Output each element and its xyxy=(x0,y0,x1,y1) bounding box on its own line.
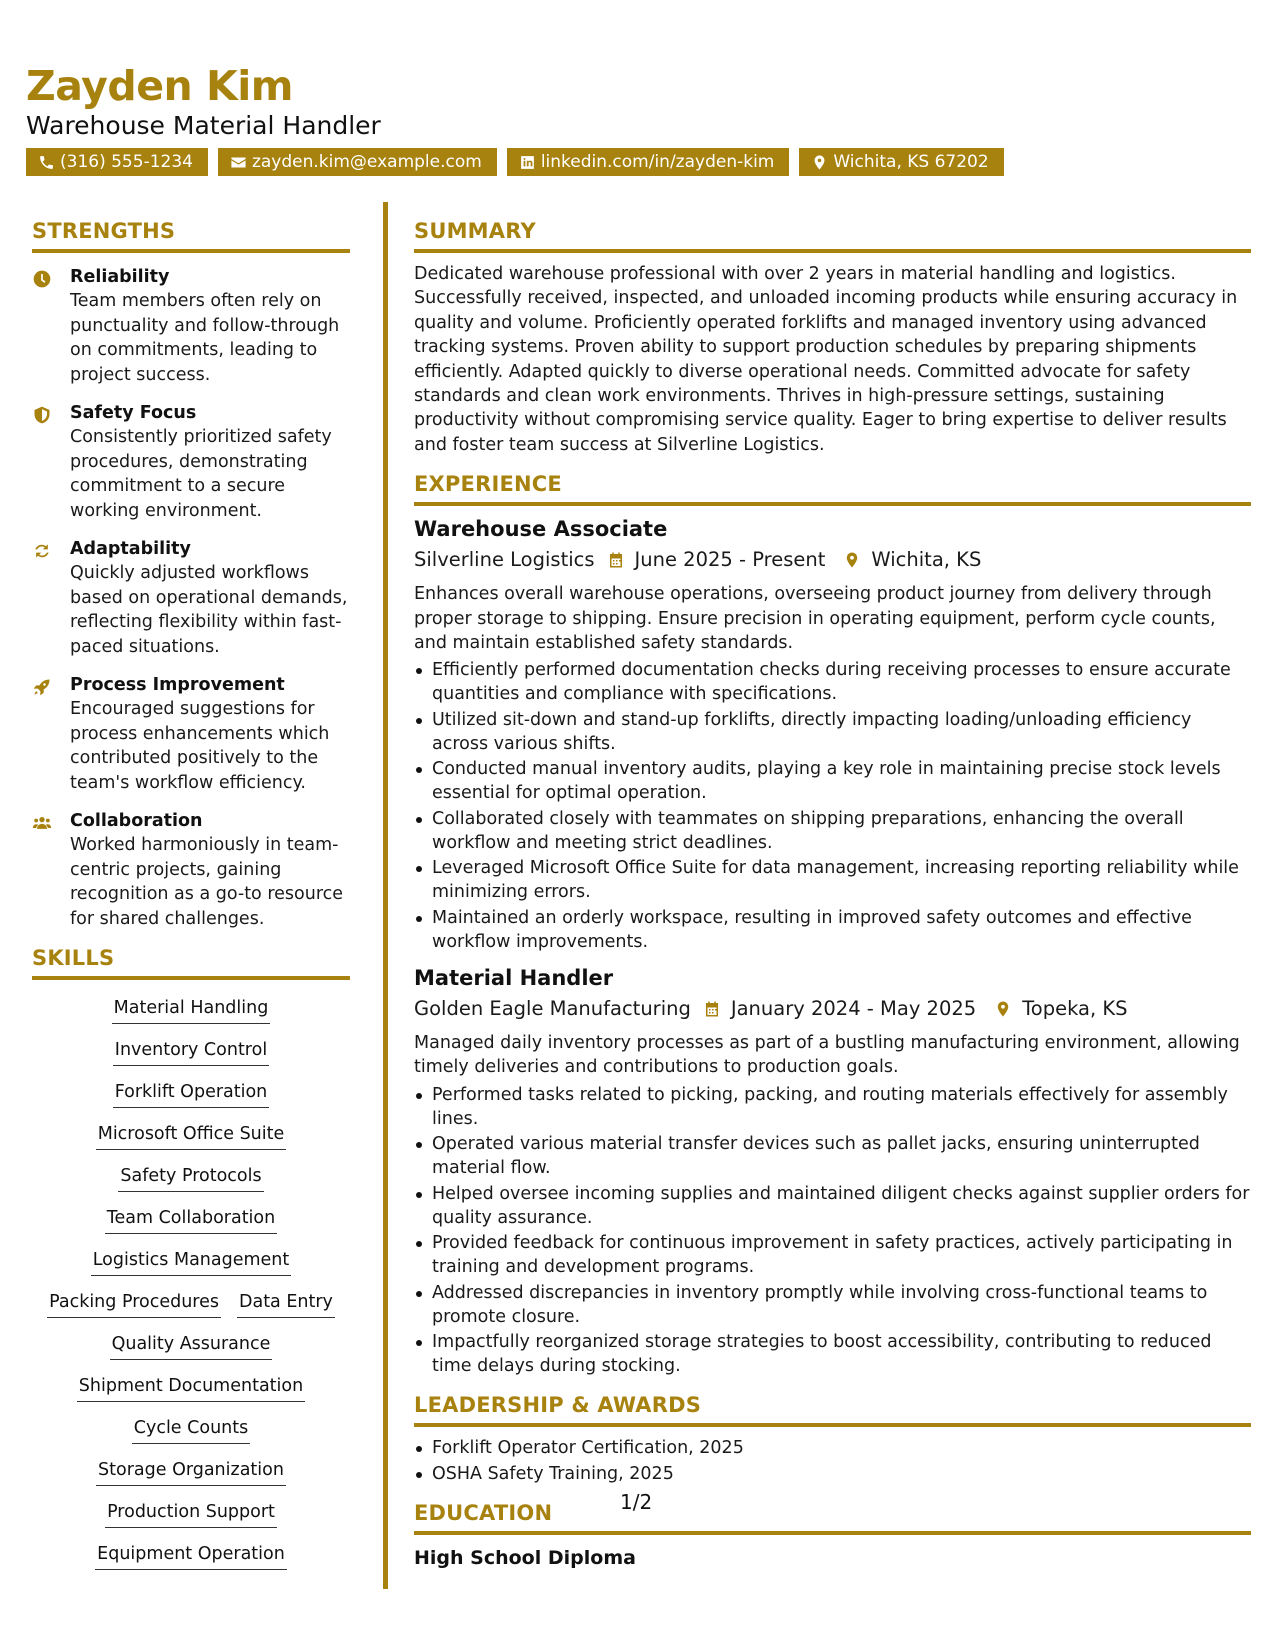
envelope-icon xyxy=(230,154,247,171)
list-item: Conducted manual inventory audits, playing a key role in maintaining precise stock levels essential for optimal operation. xyxy=(414,757,1251,805)
job-location: Wichita, KS xyxy=(871,548,982,572)
skill-tag: Production Support xyxy=(105,1500,277,1528)
clock-icon xyxy=(32,269,52,289)
strength-description: Team members often rely on punctuality and follow-through on commitments, leading to project success. xyxy=(70,291,340,385)
education-degree: High School Diploma xyxy=(414,1546,636,1569)
strength-title: Process Improvement xyxy=(70,675,285,695)
column-divider xyxy=(383,202,388,1589)
calendar-icon xyxy=(703,1000,721,1018)
strength-description: Worked harmoniously in team-centric projects, gaining recognition as a go-to resource for shared challenges. xyxy=(70,835,344,929)
list-item: Operated various material transfer devices such as pallet jacks, ensuring uninterrupted material flow. xyxy=(414,1132,1251,1180)
list-item: Helped oversee incoming supplies and maintained diligent checks against supplier orders for quality assurance. xyxy=(414,1182,1251,1230)
strengths-heading: STRENGTHS xyxy=(32,218,350,253)
job-entry xyxy=(414,964,1251,1378)
job-entry xyxy=(414,515,1251,954)
job-description: Managed daily inventory processes as part of a bustling manufacturing environment, allowing timely deliveries and contributions to production goals. xyxy=(414,1032,1240,1078)
contact-linkedin-text: linkedin.com/in/zayden-kim xyxy=(540,152,775,172)
job-title: Material Handler xyxy=(414,965,614,990)
resume-header xyxy=(26,62,1250,176)
shield-icon xyxy=(32,405,52,425)
skill-tag: Team Collaboration xyxy=(105,1206,277,1234)
skill-tag: Data Entry xyxy=(237,1290,335,1318)
contact-email-text: zayden.kim@example.com xyxy=(251,152,482,172)
job-company: Silverline Logistics xyxy=(414,548,595,572)
strength-item xyxy=(32,673,350,795)
job-meta xyxy=(414,546,1251,574)
summary-text: Dedicated warehouse professional with over 2 years in material handling and logistics. Successfully received, inspected, and unloaded incoming products while ensuring accuracy in quality and volume. Proficiently operated forklifts and managed inventory using advanced tracking systems. Proven ability to support production schedules by preparing shipments efficiently. Adapted quickly to diverse operational needs. Committed advocate for safety standards and clean work environments. Thrives in high-pressure settings, sustaining productivity without compromising service quality. Eager to bring expertise to deliver results and foster team success at Silverline Logistics. xyxy=(414,264,1238,455)
contact-linkedin[interactable] xyxy=(507,148,790,176)
candidate-role: Warehouse Material Handler xyxy=(26,111,381,140)
list-item: Provided feedback for continuous improvement in safety practices, actively participating in training and development programs. xyxy=(414,1231,1251,1279)
strength-description: Quickly adjusted workflows based on operational demands, reflecting flexibility within fast-paced situations. xyxy=(70,563,348,657)
job-dates: June 2025 - Present xyxy=(634,548,826,572)
experience-heading: EXPERIENCE xyxy=(414,471,1251,506)
map-pin-icon xyxy=(843,551,861,569)
job-meta xyxy=(414,995,1251,1023)
list-item: Performed tasks related to picking, packing, and routing materials effectively for assembly lines. xyxy=(414,1083,1251,1131)
list-item: Maintained an orderly workspace, resulting in improved safety outcomes and effective workflow improvements. xyxy=(414,906,1251,954)
job-dates: January 2024 - May 2025 xyxy=(730,996,977,1020)
skill-tag: Microsoft Office Suite xyxy=(96,1122,287,1150)
skills-heading: SKILLS xyxy=(32,945,350,980)
list-item: Efficiently performed documentation checks during receiving processes to ensure accurate quantities and compliance with specifications. xyxy=(414,658,1251,706)
strength-title: Collaboration xyxy=(70,811,203,831)
left-column xyxy=(32,218,350,1570)
skill-tag: Storage Organization xyxy=(96,1458,286,1486)
sync-icon xyxy=(32,541,52,561)
map-pin-icon xyxy=(994,1000,1012,1018)
skill-tag: Shipment Documentation xyxy=(77,1374,305,1402)
strength-title: Adaptability xyxy=(70,539,191,559)
strength-item xyxy=(32,537,350,659)
skill-tag: Quality Assurance xyxy=(110,1332,273,1360)
skill-tag: Equipment Operation xyxy=(95,1542,287,1570)
skill-tag: Inventory Control xyxy=(113,1038,269,1066)
skill-tag: Logistics Management xyxy=(91,1248,292,1276)
strengths-list xyxy=(32,265,350,931)
contact-phone[interactable] xyxy=(26,148,208,176)
contact-bar xyxy=(26,148,1250,176)
right-column xyxy=(414,218,1251,1571)
job-description: Enhances overall warehouse operations, overseeing product journey from delivery through proper storage to shipping. Ensure precision in operating equipment, perform cycle counts, and maintain established safety standards. xyxy=(414,584,1216,654)
strength-description: Encouraged suggestions for process enhancements which contributed positively to the team's workflow efficiency. xyxy=(70,699,330,793)
strength-description: Consistently prioritized safety procedures, demonstrating commitment to a secure working environment. xyxy=(70,427,332,521)
phone-icon xyxy=(38,154,55,171)
users-icon xyxy=(32,813,52,833)
strength-item xyxy=(32,401,350,523)
job-company: Golden Eagle Manufacturing xyxy=(414,996,691,1020)
contact-email[interactable] xyxy=(218,148,497,176)
linkedin-icon xyxy=(519,154,536,171)
awards-list xyxy=(414,1436,1251,1486)
skill-tag: Packing Procedures xyxy=(47,1290,221,1318)
candidate-name: Zayden Kim xyxy=(26,62,294,110)
awards-heading: LEADERSHIP & AWARDS xyxy=(414,1392,1251,1427)
contact-location-text: Wichita, KS 67202 xyxy=(833,152,989,172)
skill-tag: Safety Protocols xyxy=(118,1164,263,1192)
list-item: Utilized sit-down and stand-up forklifts, directly impacting loading/unloading efficiency across various shifts. xyxy=(414,708,1251,756)
list-item: Addressed discrepancies in inventory promptly while involving cross-functional teams to promote closure. xyxy=(414,1281,1251,1329)
strength-title: Safety Focus xyxy=(70,403,197,423)
skill-tag: Cycle Counts xyxy=(132,1416,250,1444)
list-item: Forklift Operator Certification, 2025 xyxy=(414,1436,1251,1460)
contact-phone-text: (316) 555-1234 xyxy=(60,152,193,172)
contact-location xyxy=(799,148,1003,176)
job-title: Warehouse Associate xyxy=(414,517,668,542)
list-item: Collaborated closely with teammates on shipping preparations, enhancing the overall workflow and meeting strict deadlines. xyxy=(414,807,1251,855)
calendar-icon xyxy=(607,551,625,569)
list-item: OSHA Safety Training, 2025 xyxy=(414,1462,1251,1486)
skills-list xyxy=(32,996,350,1570)
list-item: Leveraged Microsoft Office Suite for data management, increasing reporting reliability while minimizing errors. xyxy=(414,856,1251,904)
strength-item xyxy=(32,809,350,931)
job-bullets xyxy=(414,1083,1251,1379)
job-location: Topeka, KS xyxy=(1022,996,1128,1020)
education-heading: EDUCATION xyxy=(414,1500,1251,1535)
skill-tag: Material Handling xyxy=(112,996,271,1024)
skill-tag: Forklift Operation xyxy=(113,1080,270,1108)
summary-heading: SUMMARY xyxy=(414,218,1251,253)
page-number: 1/2 xyxy=(620,1490,653,1514)
rocket-icon xyxy=(32,677,52,697)
job-bullets xyxy=(414,658,1251,954)
strength-item xyxy=(32,265,350,387)
strength-title: Reliability xyxy=(70,267,170,287)
map-pin-icon xyxy=(811,154,828,171)
list-item: Impactfully reorganized storage strategies to boost accessibility, contributing to reduced time delays during stocking. xyxy=(414,1330,1251,1378)
